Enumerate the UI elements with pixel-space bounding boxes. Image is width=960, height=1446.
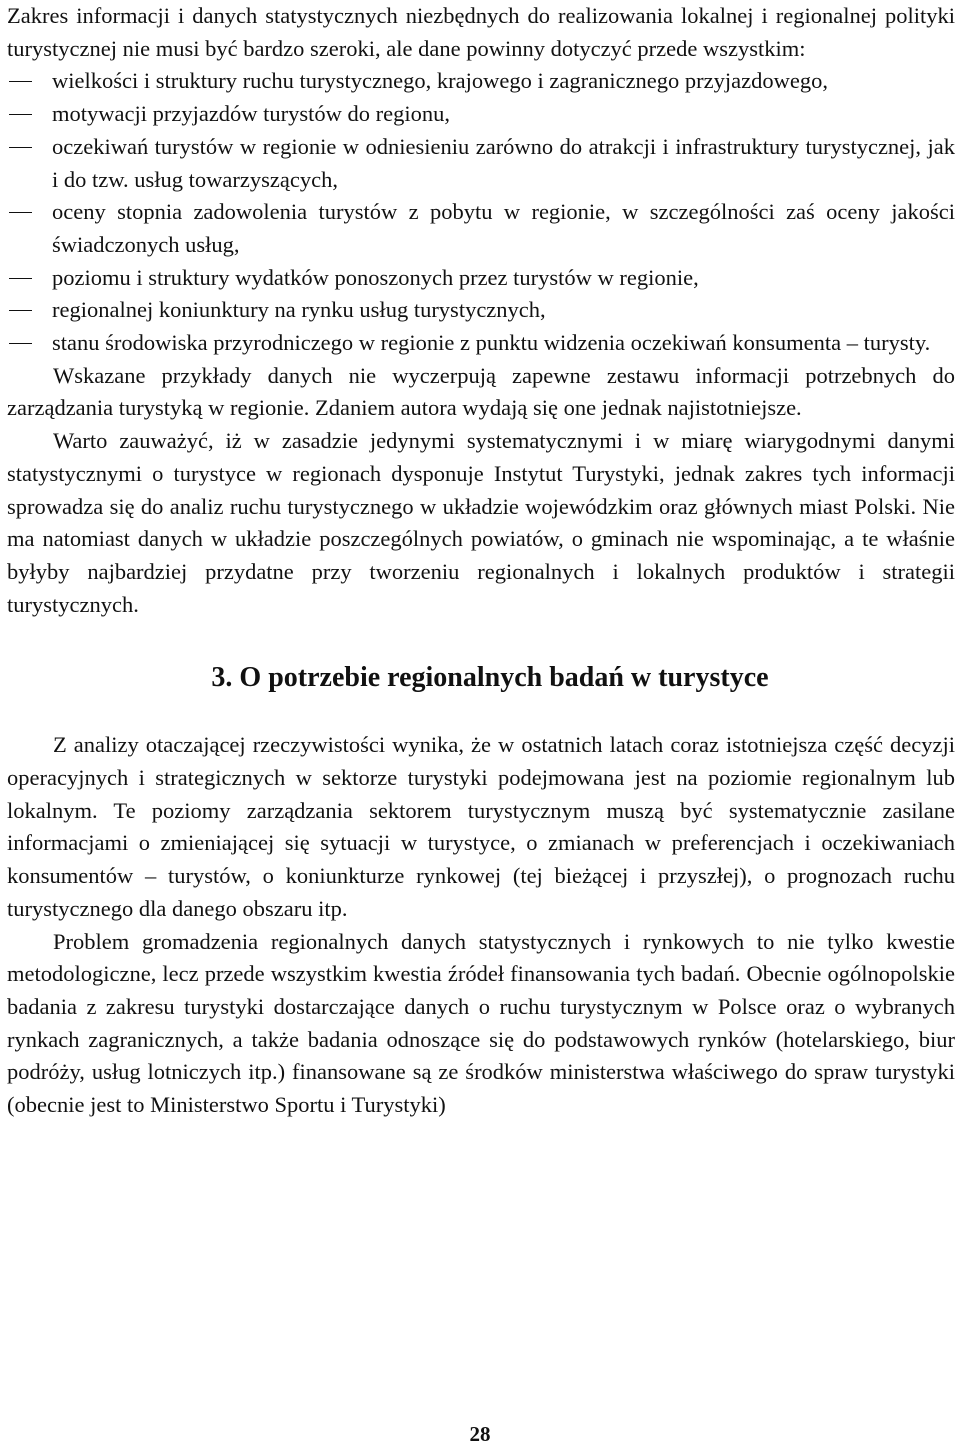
section-heading: 3. O potrzebie regionalnych badań w turystyce [211, 662, 769, 694]
body-paragraph: Problem gromadzenia regionalnych danych statystycznych i rynkowych to nie tylko kwestie metodologiczne, lecz przede wszystkim kwestia źródeł finansowania tych badań. Obecnie ogólnopolskie badania z zakresu turystyki dostarczające danych o ruchu turystycznym w Polsce oraz o wybranych rynkach zagranicznych, a także badania odnoszące się do podstawowych rynków (hotelarskiego, biur podróży, usług lotniczych itp.) finansowane są ze środków ministerstwa właściwego do spraw turystyki (obecnie jest to Ministerstwo Sportu i Turystyki) [7, 928, 955, 1118]
list-item: motywacji przyjazdów turystów do regionu, [7, 98, 955, 131]
body-paragraph: Warto zauważyć, iż w zasadzie jedynymi systematycznymi i w miarę wiarygodnymi danymi statystycznymi o turystyce w regionach dysponuje Instytut Turystyki, jednak zakres tych informacji sprowadza się do analiz ruchu turystycznego w układzie wojewódzkim oraz głównych miast Polski. Nie ma natomiast danych w układzie poszczególnych powiatów, o gminach nie wspominając, a te właśnie byłyby najbardziej przydatne przy tworzeniu regionalnych i lokalnych produktów i strategii turystycznych. [7, 428, 955, 617]
document-page [7, 0, 955, 1122]
section-heading-block [7, 621, 955, 729]
requirements-list [7, 65, 955, 359]
intro-paragraph: Zakres informacji i danych statystycznych niezbędnych do realizowania lokalnej i regionalnej polityki turystycznej nie musi być bardzo szeroki, ale dane powinny dotyczyć przede wszystkim: [7, 3, 955, 61]
list-item: oceny stopnia zadowolenia turystów z pobytu w regionie, w szczególności zaś oceny jakości świadczonych usług, [7, 196, 955, 261]
dash-bullet [9, 147, 32, 148]
list-item: regionalnej koniunktury na rynku usług turystycznych, [7, 294, 955, 327]
dash-bullet [9, 278, 32, 279]
body-paragraph: Z analizy otaczającej rzeczywistości wynika, że w ostatnich latach coraz istotniejsza część decyzji operacyjnych i strategicznych w sektorze turystyki podejmowana jest na poziomie regionalnym lub lokalnym. Te poziomy zarządzania sektorem turystycznym muszą być systematycznie zasilane informacjami o zmieniającej się sytuacji w turystyce, o zmianach w preferencjach i oczekiwaniach konsumentów – turystów, o koniunkturze rynkowej (tej bieżącej i przyszłej), o prognozach ruchu turystycznego dla danego obszaru itp. [7, 732, 955, 921]
dash-bullet [9, 114, 32, 115]
list-item: stanu środowiska przyrodniczego w regionie z punktu widzenia oczekiwań konsumenta – turysty. [7, 327, 955, 360]
dash-bullet [9, 310, 32, 311]
body-paragraph: Wskazane przykłady danych nie wyczerpują zapewne zestawu informacji potrzebnych do zarządzania turystyką w regionie. Zdaniem autora wydają się one jednak najistotniejsze. [7, 362, 955, 421]
page-number: 28 [469, 1422, 491, 1446]
list-item: poziomu i struktury wydatków ponoszonych przez turystów w regionie, [7, 262, 955, 295]
dash-bullet [9, 343, 32, 344]
list-item: wielkości i struktury ruchu turystycznego, krajowego i zagranicznego przyjazdowego, [7, 65, 955, 98]
dash-bullet [9, 81, 32, 82]
list-item: oczekiwań turystów w regionie w odniesieniu zarówno do atrakcji i infrastruktury turystycznej, jak i do tzw. usług towarzyszących, [7, 131, 955, 196]
dash-bullet [9, 212, 32, 213]
